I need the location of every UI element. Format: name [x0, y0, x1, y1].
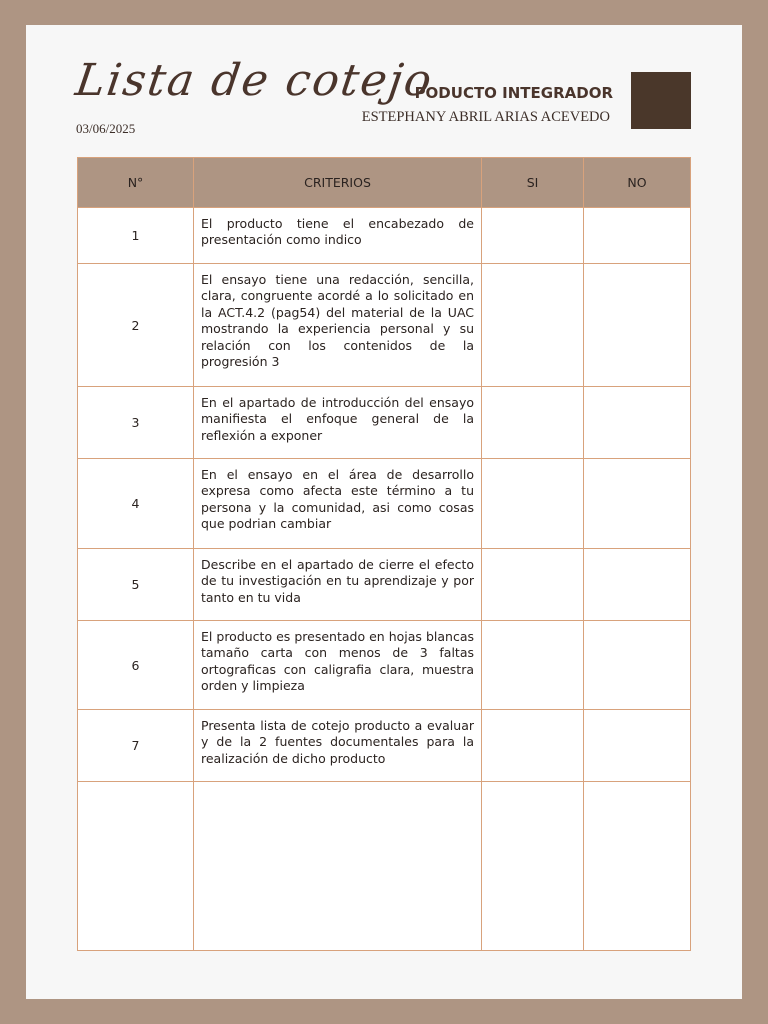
author-name: ESTEPHANY ABRIL ARIAS ACEVEDO [361, 109, 610, 125]
no-cell[interactable] [584, 782, 691, 951]
table-row [78, 549, 691, 621]
si-cell[interactable] [482, 264, 584, 387]
table-row [78, 264, 691, 387]
no-cell[interactable] [584, 387, 691, 459]
date-label: 03/06/2025 [76, 121, 136, 136]
row-criterio: El producto es presentado en hojas blancas tamaño carta con menos de 3 faltas ortograficas con caligrafia clara, muestra orden y limpieza [194, 621, 482, 710]
row-criterio: El ensayo tiene una redacción, sencilla, clara, congruente acordé a lo solicitado en la ACT.4.2 (pag54) del material de la UAC mostrando la experiencia personal y su relación con los contenidos de la progresión 3 [194, 264, 482, 387]
si-cell[interactable] [482, 782, 584, 951]
row-number: 1 [78, 208, 194, 264]
page-title: Lista de cotejo [72, 55, 437, 106]
table-row [78, 387, 691, 459]
row-number: 4 [78, 459, 194, 549]
si-cell[interactable] [482, 387, 584, 459]
column-header-si: SI [482, 158, 584, 208]
empty-number-cell [78, 782, 194, 951]
table-row [78, 459, 691, 549]
column-header-number: N° [78, 158, 194, 208]
si-cell[interactable] [482, 208, 584, 264]
row-criterio: Presenta lista de cotejo producto a evaluar y de la 2 fuentes documentales para la realización de dicho producto [194, 710, 482, 782]
column-header-criterios: CRITERIOS [194, 158, 482, 208]
row-number: 3 [78, 387, 194, 459]
table-row [78, 710, 691, 782]
row-number: 7 [78, 710, 194, 782]
table-header-row [78, 158, 691, 208]
decorative-square [631, 72, 691, 129]
no-cell[interactable] [584, 264, 691, 387]
no-cell[interactable] [584, 621, 691, 710]
checklist-page [26, 25, 742, 999]
empty-row [78, 782, 691, 951]
si-cell[interactable] [482, 459, 584, 549]
column-header-no: NO [584, 158, 691, 208]
si-cell[interactable] [482, 710, 584, 782]
no-cell[interactable] [584, 710, 691, 782]
row-number: 2 [78, 264, 194, 387]
row-number: 6 [78, 621, 194, 710]
no-cell[interactable] [584, 459, 691, 549]
table-row [78, 621, 691, 710]
no-cell[interactable] [584, 208, 691, 264]
row-criterio: Describe en el apartado de cierre el efecto de tu investigación en tu aprendizaje y por tanto en tu vida [194, 549, 482, 621]
row-criterio: En el apartado de introducción del ensayo manifiesta el enfoque general de la reflexión a exponer [194, 387, 482, 459]
checklist-table [77, 157, 691, 951]
si-cell[interactable] [482, 621, 584, 710]
row-criterio: En el ensayo en el área de desarrollo expresa como afecta este término a tu persona y la comunidad, asi como cosas que podrian cambiar [194, 459, 482, 549]
empty-criterio-cell [194, 782, 482, 951]
table-row [78, 208, 691, 264]
row-number: 5 [78, 549, 194, 621]
product-heading: PODUCTO INTEGRADOR [414, 84, 613, 102]
no-cell[interactable] [584, 549, 691, 621]
si-cell[interactable] [482, 549, 584, 621]
row-criterio: El producto tiene el encabezado de presentación como indico [194, 208, 482, 264]
